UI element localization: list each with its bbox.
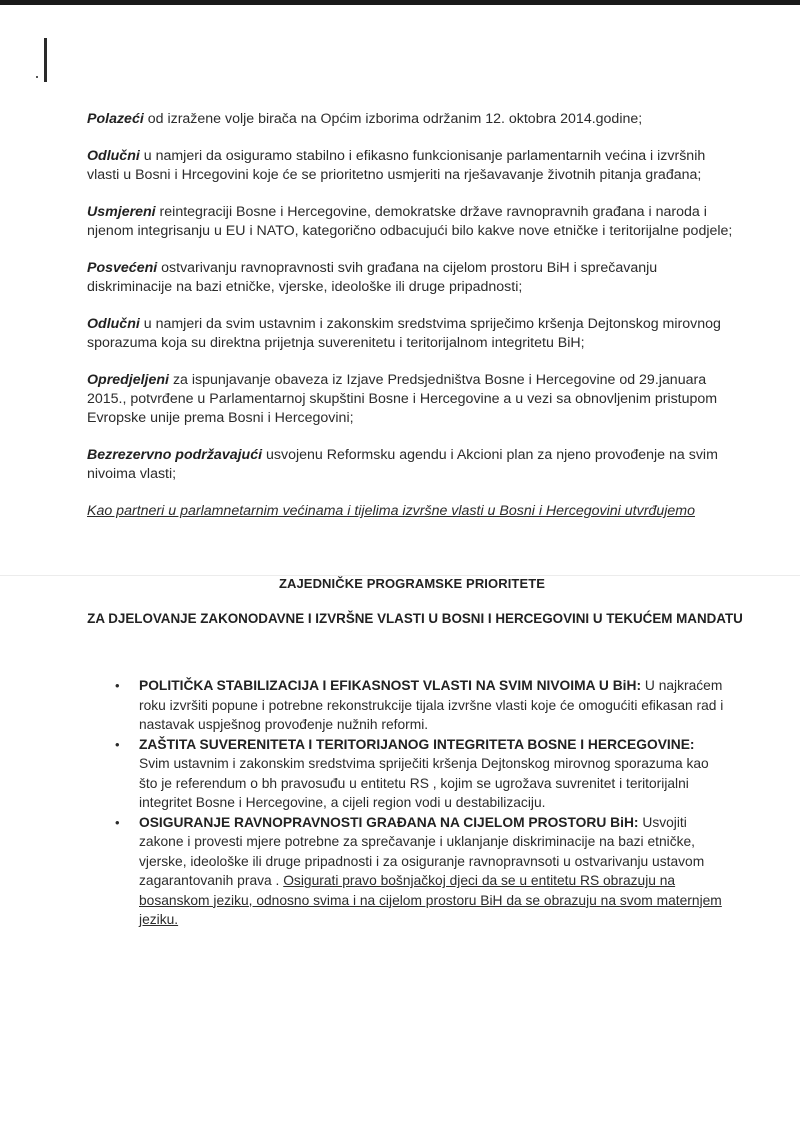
document-body [87,110,743,930]
priority-underlined-text: Osigurati pravo bošnjačkoj djeci da se u entitetu RS obrazuju na bosanskom jeziku, odnosno svima i na cijelom prostoru BiH da se obrazuju na svom maternjem jeziku. [139,873,722,927]
partners-statement: Kao partneri u parlamnetarnim većinama i tijelima izvršne vlasti u Bosni i Hercegovini utvrđujemo [87,503,695,519]
margin-dot [36,76,38,78]
paragraph-polazeci [87,110,737,129]
priority-text: Usvojiti zakone i provesti mjere potrebne za sprečavanje i uklanjanje diskriminacije na bazi etničke, vjerske, ideološke ili druge pripadnosti i za osiguranje ravnopravnsoti u ostvarivanju ustavom zagarantovanih prava . [139,814,705,888]
paragraph-text: u namjeri da svim ustavnim i zakonskim sredstvima spriječimo kršenja Dejtonskog mirovnog sporazuma koja su direktna prijetnja suverenitetu i teritorijalnom integritetu BiH; [87,316,721,351]
paragraph-lead: Usmjereni [87,204,156,220]
paragraph-text: u namjeri da osiguramo stabilno i efikasno funkcionisanje parlamentarnih većina i izvršnih vlasti u Bosni i Hrcegovini koje će se prioritetno usmjeriti na rješavavanje životnih pitanja građana; [87,148,706,183]
bullet-icon: • [115,736,120,752]
paragraph-text: ostvarivanju ravnopravnosti svih građana na cijelom prostoru BiH i sprečavanju diskriminacije na bazi etničke, vjerske, ideološke ili druge pripadnosti; [87,260,658,295]
paragraph-text: reintegraciji Bosne i Hercegovine, demokratske države ravnopravnih građana i naroda i njenom integrisanju u EU i NATO, kategorično odbacujući bilo kakve nove etničke i teritorijalne podjele; [87,204,733,239]
bullet-icon: • [115,678,120,693]
priority-lead: POLITIČKA STABILIZACIJA I EFIKASNOST VLASTI NA SVIM NIVOIMA U BiH: [139,678,642,693]
priority-lead: ZAŠTITA SUVERENITETA I TERITORIJANOG INTEGRITETA BOSNE I HERCEGOVINE: [139,736,695,752]
margin-mark [44,38,47,82]
paragraph-bezrezervno [87,446,737,484]
list-item [115,813,724,930]
list-item [115,735,724,813]
paragraph-text: za ispunjavanje obaveza iz Izjave Predsjedništva Bosne i Hercegovine od 29.januara 2015., potvrđene u Parlamentarnoj skupštini Bosne i Hercegovine a u vezi sa obnovljenim pristupom Evropske unije prema Bosni i Hercegovini; [87,372,718,426]
bullet-icon: • [115,814,120,830]
section-heading: ZAJEDNIČKE PROGRAMSKE PRIORITETE [278,576,546,591]
list-item [115,676,724,735]
paragraph-lead: Opredjeljeni [87,372,169,388]
paragraph-lead: Odlučni [87,316,140,332]
paragraph-lead: Bezrezervno podržavajući [87,447,263,463]
section-subheading: ZA DJELOVANJE ZAKONODAVNE I IZVRŠNE VLASTI U BOSNI I HERCEGOVINI U TEKUĆEM MANDATU [87,611,743,626]
priority-text: U najkraćem roku izvršiti popune i potrebne rekonstrukcije tijala izvršne vlasti koje će omogućiti efikasan rad i nastavak uspješnog provođenje nužnih reformi. [139,678,724,732]
scan-edge-top [0,0,800,5]
paragraph-odlucni-1 [87,147,737,185]
paragraph-lead: Polazeći [87,111,144,127]
paragraph-opredjeljeni [87,371,737,428]
paragraph-odlucni-2 [87,315,737,353]
priorities-list [115,676,724,930]
priority-text: Svim ustavnim i zakonskim sredstvima spriječiti kršenja Dejtonskog mirovnog sporazuma kao što je referendum o bh pravosuđu u entitetu RS , kojim se ugrožava suvrenitet i teritorijalni integritet Bosne i Hercegovine, a cijeli region vodi u destabilizaciju. [139,756,709,810]
paragraph-usmjereni [87,203,737,241]
paragraph-posveceni [87,259,737,297]
paragraph-lead: Odlučni [87,148,140,164]
paragraph-text: od izražene volje birača na Općim izborima održanim 12. oktobra 2014.godine; [143,111,643,127]
paragraph-text: usvojenu Reformsku agendu i Akcioni plan za njeno provođenje na svim nivoima vlasti; [87,447,718,482]
paragraph-lead: Posvećeni [87,260,158,276]
priority-lead: OSIGURANJE RAVNOPRAVNOSTI GRAĐANA NA CIJELOM PROSTORU BiH: [139,814,639,830]
